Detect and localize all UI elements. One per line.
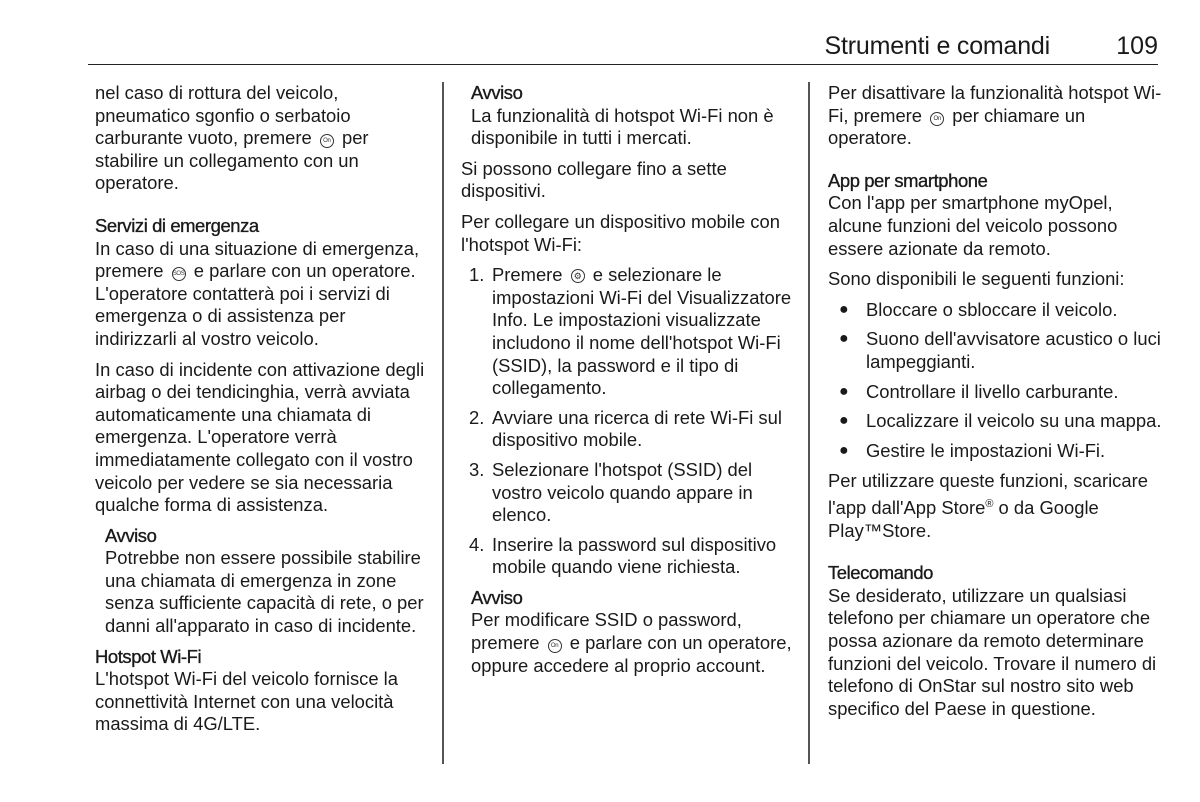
note-box <box>461 587 796 677</box>
column-2 <box>461 82 796 685</box>
heading-remote-control: Telecomando <box>828 562 933 584</box>
heading-hotspot-wifi: Hotspot Wi-Fi <box>95 645 202 667</box>
paragraph: Sono disponibili le seguenti funzioni: <box>828 268 1125 290</box>
sos-button-icon: SOS <box>172 267 186 281</box>
steps-list <box>461 264 796 579</box>
column-divider <box>808 82 810 764</box>
list-item: 1. Premere ⚙ e selezionare le impostazioni Wi-Fi del Visualizzatore Info. Le impostazioni visualizzate includono il nome dell'hotspot Wi-Fi (SSID), la password e il tipo di collegamento. <box>469 264 792 399</box>
note-heading: Avviso <box>471 82 523 103</box>
onstar-button-icon: On <box>320 134 334 148</box>
page-header <box>88 28 1158 65</box>
paragraph: Con l'app per smartphone myOpel, alcune funzioni del veicolo possono essere azionate da remoto. <box>828 192 1118 259</box>
bullet-icon: ● <box>839 441 849 459</box>
registered-mark: ® <box>985 497 994 510</box>
onstar-button-icon: On <box>930 112 944 126</box>
bullet-icon: ● <box>839 300 849 318</box>
list-item: 3. Selezionare l'hotspot (SSID) del vostro veicolo quando appare in elenco. <box>469 458 753 526</box>
heading-smartphone-app: App per smartphone <box>828 169 988 191</box>
paragraph: Per disattivare la funzionalità hotspot Wi-Fi, premere On per chiamare un operatore. <box>828 82 1162 149</box>
note-box <box>95 525 430 638</box>
note-heading: Avviso <box>471 586 523 608</box>
onstar-button-icon: On <box>548 639 562 653</box>
list-item: ● Localizzare il veicolo su una mappa. <box>839 410 1162 432</box>
paragraph: In caso di una situazione di emergenza, premere SOS e parlare con un operatore. L'operatore contatterà poi i servizi di emergenza o di assistenza per indirizzarli al vostro veicolo. <box>95 237 420 349</box>
bullet-icon: ● <box>839 412 849 430</box>
paragraph: Si possono collegare fino a sette dispositivi. <box>461 157 727 202</box>
heading-emergency-services: Servizi di emergenza <box>95 214 259 236</box>
paragraph: L'hotspot Wi-Fi del veicolo fornisce la connettività Internet con una velocità massima di 4G/LTE. <box>95 668 398 735</box>
paragraph: nel caso di rottura del veicolo, pneumatico sgonfio o serbatoio carburante vuoto, premere On per stabilire un collegamento con un operatore. <box>95 82 369 194</box>
note-text: Potrebbe non essere possibile stabilire una chiamata di emergenza in zone senza sufficiente capacità di rete, o per danni all'apparato in caso di incidente. <box>105 547 424 637</box>
note-heading: Avviso <box>105 524 157 546</box>
list-item: ● Gestire le impostazioni Wi-Fi. <box>839 439 1106 461</box>
paragraph: Per collegare un dispositivo mobile con l'hotspot Wi-Fi: <box>461 210 780 255</box>
page-number: 109 <box>1116 32 1158 60</box>
list-item: 4. Inserire la password sul dispositivo mobile quando viene richiesta. <box>469 533 777 578</box>
paragraph: Per utilizzare queste funzioni, scaricare l'app dall'App Store® o da Google Play™Store. <box>828 470 1148 541</box>
list-item: 2. Avviare una ricerca di rete Wi-Fi sul dispositivo mobile. <box>469 406 782 451</box>
column-1 <box>95 82 430 744</box>
paragraph: Se desiderato, utilizzare un qualsiasi telefono per chiamare un operatore che possa azionare da remoto determinare funzioni del veicolo. Trovare il numero di telefono di OnStar sul nostro sito web specifico del Paese in questione. <box>828 584 1157 719</box>
section-title: Strumenti e comandi <box>824 32 1050 60</box>
list-item: ● Suono dell'avvisatore acustico o luci lampeggianti. <box>839 328 1161 372</box>
note-text: La funzionalità di hotspot Wi-Fi non è disponibile in tutti i mercati. <box>471 104 774 149</box>
column-3 <box>828 82 1163 728</box>
note-text: Per modificare SSID o password, premere On e parlare con un operatore, oppure accedere al proprio account. <box>471 609 792 676</box>
bullet-icon: ● <box>839 330 849 348</box>
column-divider <box>442 82 444 764</box>
settings-button-icon: ⚙ <box>571 269 585 283</box>
list-item: ● Controllare il livello carburante. <box>839 380 1119 402</box>
note-box <box>461 82 796 150</box>
paragraph: In caso di incidente con attivazione degli airbag o dei tendicinghia, verrà avviata automaticamente una chiamata di emergenza. L'operatore verrà immediatamente collegato con il vostro veicolo per vedere se sia necessaria qualche forma di assistenza. <box>95 358 425 516</box>
list-item: ● Bloccare o sbloccare il veicolo. <box>839 298 1118 320</box>
features-list <box>828 299 1163 463</box>
bullet-icon: ● <box>839 382 849 400</box>
